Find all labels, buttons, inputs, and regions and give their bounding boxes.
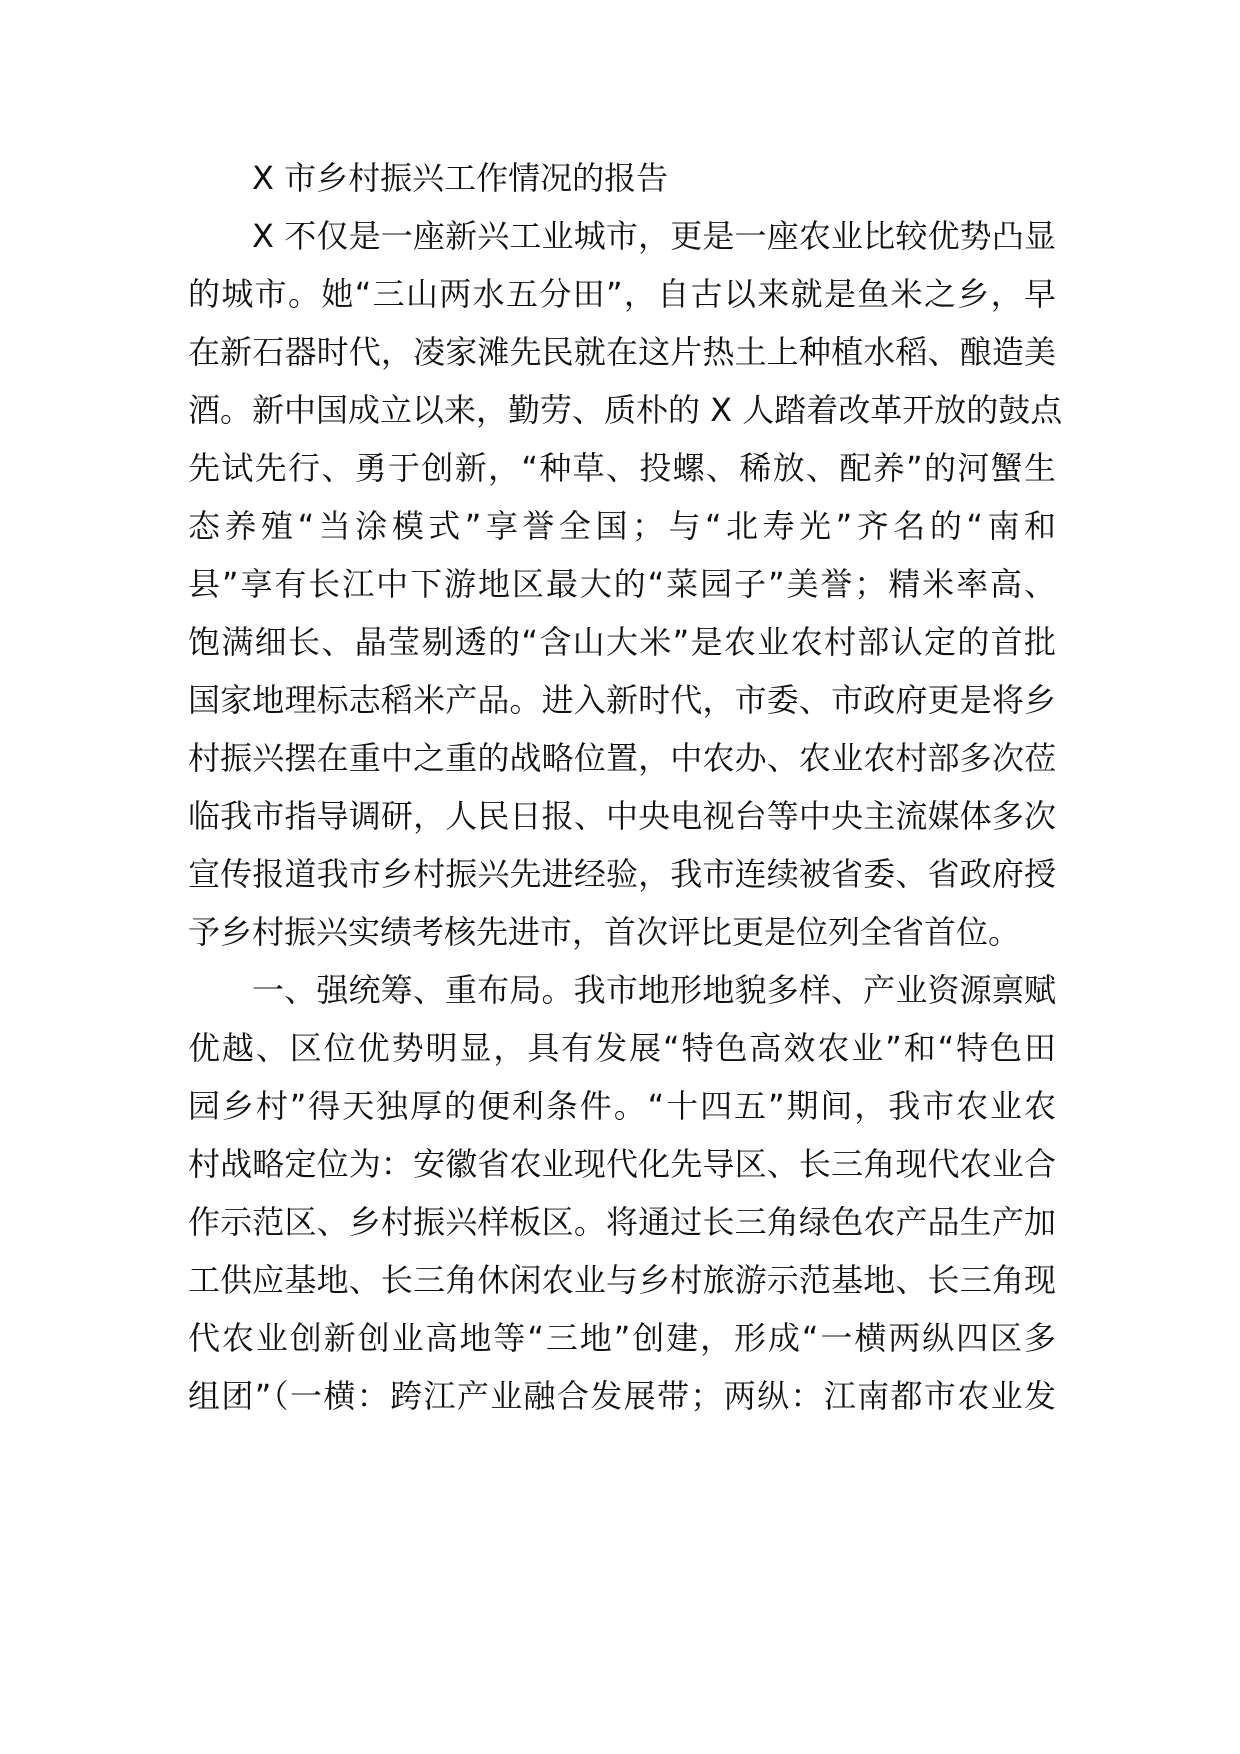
paragraph-line: 优越、区位优势明显，具有发展“特色高效农业”和“特色田: [188, 1029, 1056, 1067]
paragraph-line: 先试先行、勇于创新，“种草、投螺、稀放、配养”的河蟹生: [188, 449, 1056, 487]
paragraph-line: 宣传报道我市乡村振兴先进经验，我市连续被省委、省政府授: [188, 855, 1056, 893]
paragraph-line: 工供应基地、长三角休闲农业与乡村旅游示范基地、长三角现: [188, 1261, 1056, 1299]
paragraph-line: 予乡村振兴实绩考核先进市，首次评比更是位列全省首位。: [188, 913, 1021, 951]
paragraph-line: 代农业创新创业高地等“三地”创建，形成“一横两纵四区多: [188, 1319, 1056, 1357]
paragraph-line: 态养殖“当涂模式”享誉全国；与“北寿光”齐名的“南和: [188, 507, 1056, 545]
paragraph-line: 园乡村”得天独厚的便利条件。“十四五”期间，我市农业农: [188, 1087, 1056, 1125]
paragraph-line: 村战略定位为：安徽省农业现代化先导区、长三角现代农业合: [188, 1145, 1056, 1183]
paragraph-line: 临我市指导调研，人民日报、中央电视台等中央主流媒体多次: [188, 797, 1056, 835]
paragraph-line: 作示范区、乡村振兴样板区。将通过长三角绿色农产品生产加: [188, 1203, 1056, 1241]
document-title: X 市乡村振兴工作情况的报告: [252, 159, 669, 197]
paragraph-line: 酒。新中国成立以来，勤劳、质朴的 X 人踏着改革开放的鼓点: [188, 391, 1063, 429]
paragraph-line: 国家地理标志稻米产品。进入新时代，市委、市政府更是将乡: [188, 681, 1056, 719]
paragraph-line: X 不仅是一座新兴工业城市，更是一座农业比较优势凸显: [252, 217, 1056, 255]
paragraph-line: 村振兴摆在重中之重的战略位置，中农办、农业农村部多次莅: [188, 739, 1056, 777]
paragraph-line: 的城市。她“三山两水五分田”，自古以来就是鱼米之乡，早: [188, 275, 1056, 313]
section-heading-line: 一、强统筹、重布局。我市地形地貌多样、产业资源禀赋: [252, 971, 1056, 1009]
paragraph-line: 县”享有长江中下游地区最大的“菜园子”美誉；精米率高、: [188, 565, 1056, 603]
paragraph-line: 饱满细长、晶莹剔透的“含山大米”是农业农村部认定的首批: [188, 623, 1056, 661]
paragraph-line: 在新石器时代，凌家滩先民就在这片热土上种植水稻、酿造美: [188, 333, 1056, 371]
paragraph-line: 组团”（一横：跨江产业融合发展带；两纵：江南都市农业发: [188, 1377, 1056, 1415]
